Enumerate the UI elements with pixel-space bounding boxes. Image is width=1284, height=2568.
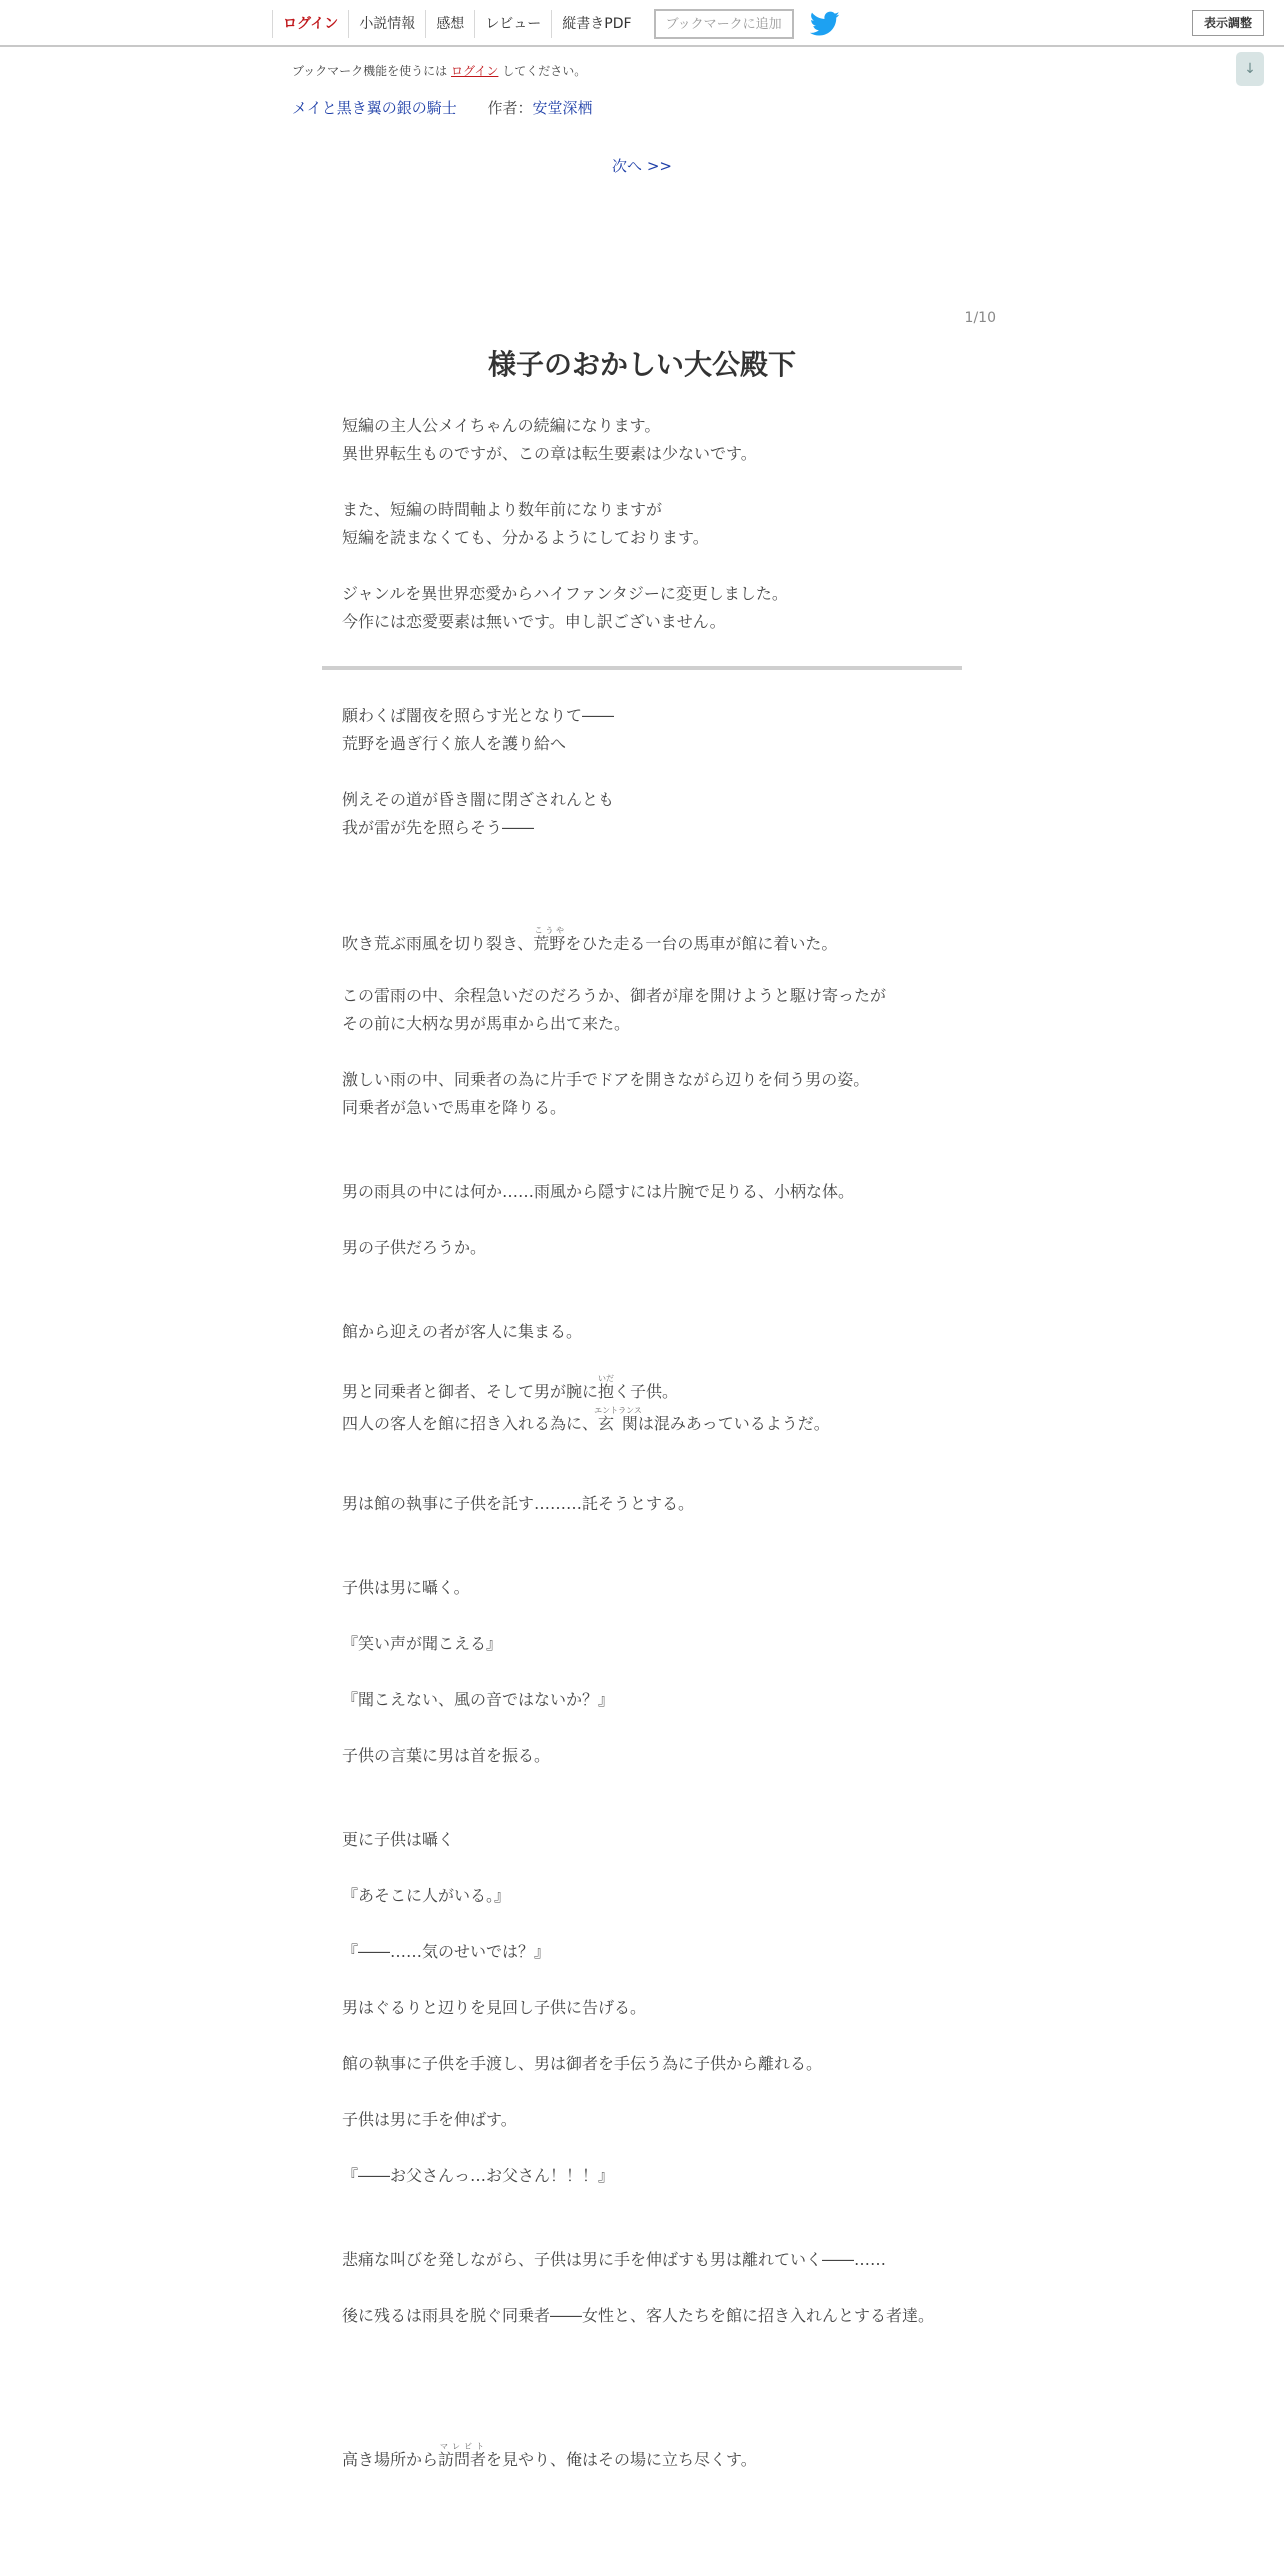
nav-novel-info[interactable]: 小説情報	[348, 10, 425, 38]
body-line	[342, 2442, 962, 2470]
body-text-segment: は混みあっているようだ。	[637, 1414, 830, 1433]
author-label: 作者：	[487, 99, 533, 117]
body-line: 館の執事に子供を手渡し、男は御者を手伝う為に子供から離れる。	[342, 2054, 823, 2073]
preface-divider	[322, 666, 962, 670]
body-text-segment: を見やり、俺はその場に立ち尽くす。	[486, 2450, 757, 2469]
preface-line: 今作には恋愛要素は無いです。申し訳ございません。	[342, 612, 726, 631]
body-line: 男はぐるりと辺りを見回し子供に告げる。	[342, 1998, 647, 2017]
chapter-body	[342, 702, 962, 2470]
nav-login[interactable]: ログイン	[272, 10, 348, 38]
body-line: 『笑い声が聞こえる』	[342, 1634, 503, 1653]
body-line: この雷雨の中、余程急いだのだろうか、御者が扉を開けようと駆け寄ったが	[342, 986, 887, 1005]
body-text-segment: く子供。	[614, 1382, 679, 1401]
bookmark-note-before: ブックマーク機能を使うには	[292, 64, 448, 78]
preface-line: 異世界転生ものですが、この章は転生要素は少ないです。	[342, 444, 757, 463]
body-text-segment: 吹き荒ぶ雨風を切り裂き、	[342, 934, 534, 953]
body-line: 『聞こえない、風の音ではないか？』	[342, 1690, 615, 1709]
bookmark-login-note	[292, 62, 586, 79]
author-link[interactable]: 安堂深栖	[532, 99, 593, 117]
ruby-base: 荒野	[533, 934, 566, 953]
nav-vertical-pdf[interactable]: 縦書きPDF	[551, 10, 641, 38]
novel-meta	[292, 97, 593, 118]
bookmark-note-after: してください。	[502, 64, 587, 78]
body-line: 『あそこに人がいる。』	[342, 1886, 511, 1905]
body-line: 激しい雨の中、同乗者の為に片手でドアを開きながら辺りを伺う男の姿。	[342, 1070, 870, 1089]
nav-review[interactable]: レビュー	[474, 10, 551, 38]
body-text-segment: 四人の客人を館に招き入れる為に、	[342, 1414, 599, 1433]
body-line	[342, 1374, 962, 1402]
body-line	[342, 1406, 962, 1434]
ruby-reading: マレビト	[438, 2442, 487, 2451]
header-nav	[272, 10, 840, 38]
preface-line	[342, 552, 962, 580]
body-line: 男の子供だろうか。	[342, 1238, 487, 1257]
scroll-down-button[interactable]: ↓	[1236, 52, 1264, 86]
body-line: 子供の言葉に男は首を振る。	[342, 1746, 551, 1765]
body-line: 後に残るは雨具を脱ぐ同乗者――女性と、客人たちを館に招き入れんとする者達。	[342, 2306, 935, 2325]
preface	[342, 412, 962, 636]
preface-line: 短編の主人公メイちゃんの続編になります。	[342, 416, 661, 435]
body-line	[342, 926, 962, 954]
body-line: 我が雷が先を照らそう――	[342, 818, 535, 837]
ruby-base: 訪問者	[438, 2450, 487, 2469]
body-line: 『――お父さんっ…お父さん！！！』	[342, 2166, 615, 2185]
ruby-word	[594, 1406, 642, 1433]
add-bookmark-button[interactable]: ブックマークに追加	[654, 9, 794, 39]
body-line: 子供は男に囁く。	[342, 1578, 470, 1597]
nav-impressions[interactable]: 感想	[425, 10, 474, 38]
bookmark-login-link[interactable]: ログイン	[451, 64, 499, 78]
body-line: 願わくば闇夜を照らす光となりて――	[342, 706, 615, 725]
body-text-segment: をひた走る一台の馬車が館に着いた。	[565, 934, 838, 953]
preface-line: ジャンルを異世界恋愛からハイファンタジーに変更しました。	[342, 584, 788, 603]
preface-line	[342, 468, 962, 496]
next-page-link[interactable]: 次へ >>	[612, 157, 672, 175]
ruby-word	[533, 926, 566, 953]
ruby-reading: エントランス	[594, 1406, 642, 1415]
display-settings-button[interactable]: 表示調整	[1192, 10, 1264, 36]
body-line: 男は館の執事に子供を託す………託そうとする。	[342, 1494, 695, 1513]
ruby-reading: いだ	[598, 1374, 615, 1383]
body-line: 男の雨具の中には何か……雨風から隠すには片腕で足りる、小柄な体。	[342, 1182, 855, 1201]
top-header	[0, 0, 1284, 47]
ruby-word	[438, 2442, 487, 2469]
twitter-icon[interactable]	[810, 11, 840, 37]
body-text-segment: 男と同乗者と御者、そして男が腕に	[342, 1382, 599, 1401]
chapter-title: 様子のおかしい大公殿下	[487, 348, 796, 381]
body-line: 館から迎えの者が客人に集まる。	[342, 1322, 583, 1341]
ruby-word	[598, 1374, 615, 1401]
body-line: 荒野を過ぎ行く旅人を護り給へ	[342, 734, 567, 753]
body-line: 同乗者が急いで馬車を降りる。	[342, 1098, 567, 1117]
page-counter: 1/10	[964, 310, 996, 326]
body-line: 子供は男に手を伸ばす。	[342, 2110, 517, 2129]
body-line: その前に大柄な男が馬車から出て来た。	[342, 1014, 631, 1033]
body-line: 悲痛な叫びを発しながら、子供は男に手を伸ばすも男は離れていく――……	[342, 2250, 887, 2269]
ruby-reading: こうや	[533, 926, 566, 935]
ruby-base: 抱	[598, 1382, 615, 1401]
ruby-base: 玄関	[594, 1414, 642, 1433]
body-text-segment: 高き場所から	[342, 2450, 439, 2469]
body-line: 更に子供は囁く	[342, 1830, 455, 1849]
preface-line: また、短編の時間軸より数年前になりますが	[342, 500, 663, 519]
body-line: 例えその道が昏き闇に閉ざされんとも	[342, 790, 615, 809]
preface-line: 短編を読まなくても、分かるようにしております。	[342, 528, 709, 547]
novel-title-link[interactable]: メイと黒き翼の銀の騎士	[292, 99, 457, 117]
body-line: 『――……気のせいでは？』	[342, 1942, 551, 1961]
